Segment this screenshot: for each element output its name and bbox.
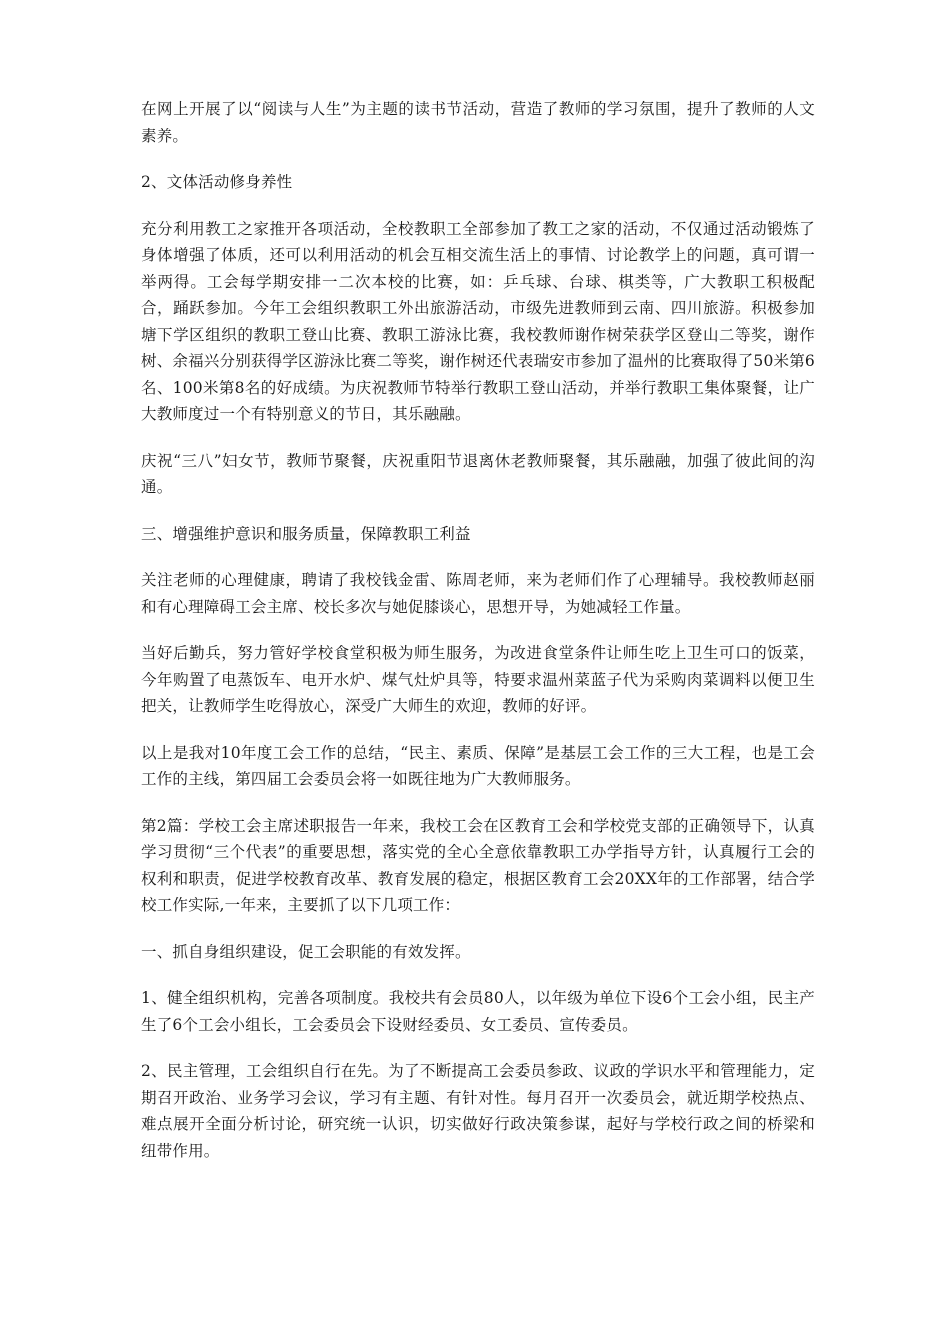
heading-section-three: 三、增强维护意识和服务质量，保障教职工利益 bbox=[141, 524, 471, 543]
heading-section-one: 一、抓自身组织建设，促工会职能的有效发挥。 bbox=[141, 942, 471, 961]
heading-sports-activities: 2、文体活动修身养性 bbox=[141, 173, 293, 191]
paragraph-reading-festival: 在网上开展了以“阅读与人生”为主题的读书节活动，营造了教师的学习氛围，提升了教师的人文素养。 bbox=[141, 100, 815, 145]
document-body bbox=[141, 96, 815, 1184]
paragraph-summary: 以上是我对10年度工会工作的总结，“民主、素质、保障”是基层工会工作的三大工程，也是工会工作的主线，第四届工会委员会将一如既往地为广大教师服务。 bbox=[141, 743, 815, 788]
paragraph-staff-home-activities: 充分利用教工之家推开各项活动，全校教职工全部参加了教工之家的活动，不仅通过活动锻炼了身体增强了体质，还可以利用活动的机会互相交流生活上的事情、讨论教学上的问题，真可谓一举两得。工会每学期安排一二次本校的比赛，如：乒乓球、台球、棋类等，广大教职工积极配合，踊跃参加。今年工会组织教职工外出旅游活动，市级先进教师到云南、四川旅游。积极参加塘下学区组织的教职工登山比赛、教职工游泳比赛，我校教师谢作树荣获学区登山二等奖，谢作树、余福兴分别获得学区游泳比赛二等奖，谢作树还代表瑞安市参加了温州的比赛取得了50米第6名、100米第8名的好成绩。为庆祝教师节特举行教职工登山活动，并举行教职工集体聚餐，让广大教师度过一个有特别意义的节日，其乐融融。 bbox=[141, 219, 815, 423]
paragraph-festival-celebrations: 庆祝“三八”妇女节，教师节聚餐，庆祝重阳节退离休老教师聚餐，其乐融融，加强了彼此间的沟通。 bbox=[141, 451, 815, 496]
paragraph-democratic-management: 2、民主管理，工会组织自行在先。为了不断提高工会委员参政、议政的学识水平和管理能力，定期召开政治、业务学习会议，学习有主题、有针对性。每月召开一次委员会，就近期学校热点、难点展开全面分析讨论，研究统一认识，切实做好行政决策参谋，起好与学校行政之间的桥梁和纽带作用。 bbox=[141, 1062, 815, 1160]
paragraph-second-report-intro: 第2篇：学校工会主席述职报告一年来，我校工会在区教育工会和学校党支部的正确领导下，认真学习贯彻“三个代表”的重要思想，落实党的全心全意依靠教职工办学指导方针，认真履行工会的权利和职责，促进学校教育改革、教育发展的稳定，根据区教育工会20XX年的工作部署，结合学校工作实际,一年来，主要抓了以下几项工作： bbox=[141, 816, 815, 914]
paragraph-logistics-canteen: 当好后勤兵，努力管好学校食堂积极为师生服务，为改进食堂条件让师生吃上卫生可口的饭菜，今年购置了电蒸饭车、电开水炉、煤气灶炉具等，特要求温州菜蓝子代为采购肉菜调料以便卫生把关，让教师学生吃得放心，深受广大师生的欢迎，教师的好评。 bbox=[141, 644, 815, 715]
paragraph-mental-health: 关注老师的心理健康，聘请了我校钱金雷、陈周老师，来为老师们作了心理辅导。我校教师赵丽和有心理障碍工会主席、校长多次与她促膝谈心，思想开导，为她减轻工作量。 bbox=[141, 571, 815, 616]
paragraph-organization: 1、健全组织机构，完善各项制度。我校共有会员80人，以年级为单位下设6个工会小组，民主产生了6个工会小组长，工会委员会下设财经委员、女工委员、宣传委员。 bbox=[141, 989, 815, 1034]
